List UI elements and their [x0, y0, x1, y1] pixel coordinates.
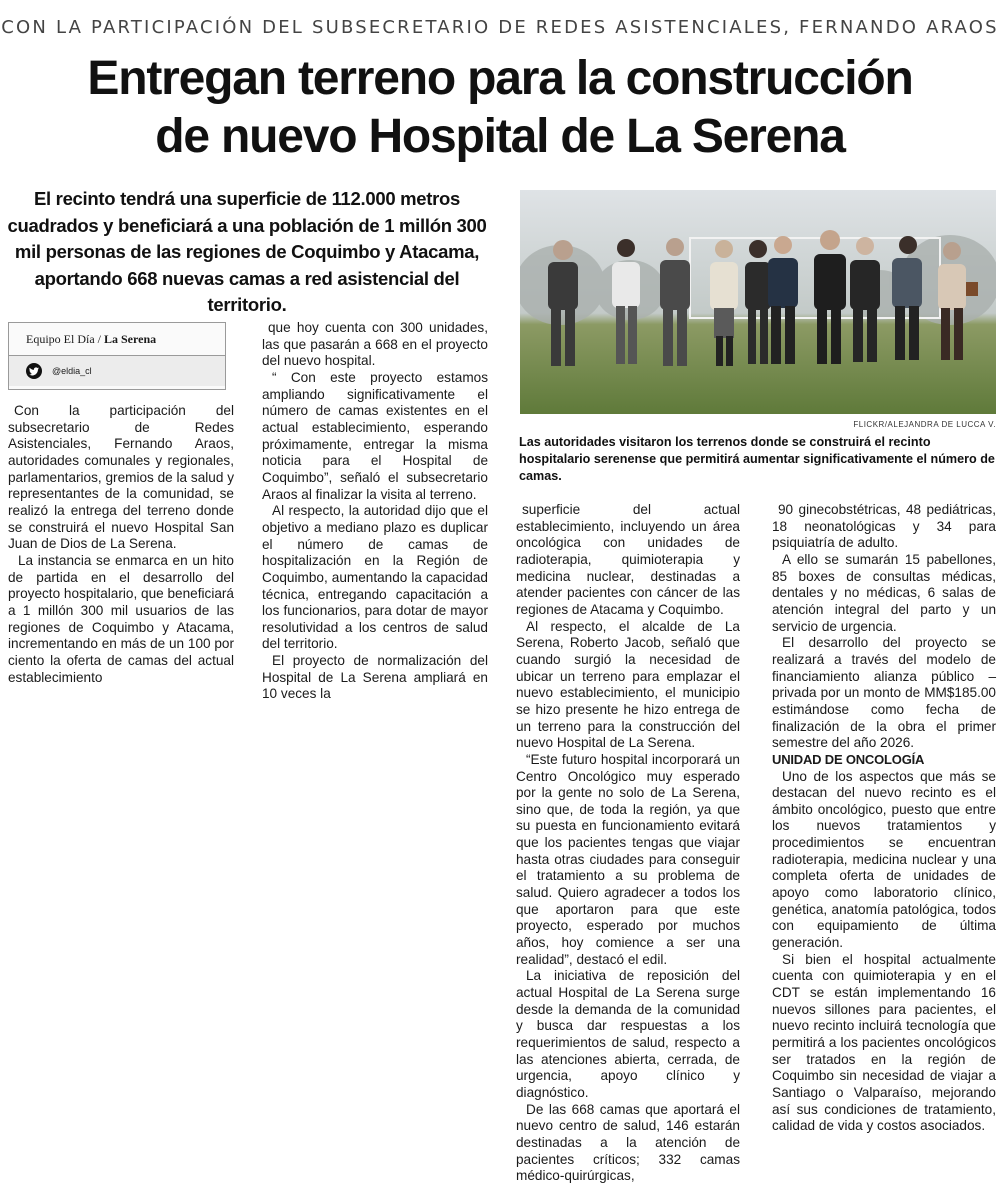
paragraph: Al respecto, el alcalde de La Serena, Roberto Jacob, señaló que cuando surgió la necesidad de ubicar un terreno para emplazar el nuevo establecimiento, el municipio se hizo presente he hizo entrega de un terreno para la construcción del nuevo Hospital de La Serena.: [516, 618, 740, 751]
kicker: CON LA PARTICIPACIÓN DEL SUBSECRETARIO DE REDES ASISTENCIALES, FERNANDO ARAOS: [1, 17, 999, 38]
paragraph: Con la participación del subsecretario de Redes Asistenciales, Fernando Araos, autoridades comunales y regionales, parlamentarios, gremios de la salud y representantes de la comunidad, se realizó la entrega del terreno donde se construirá el nuevo Hospital San Juan de Dios de La Serena.: [8, 403, 234, 552]
paragraph: Uno de los aspectos que más se destacan del nuevo recinto es el ámbito oncológico, puesto que entre los nuevos tratamientos y procedimientos se encuentran radioterapia, medicina nuclear y una completa oferta de unidades de apoyo como laboratorio clínico, genética, anatomía patológica, todos con equipamiento de última generación.: [772, 768, 996, 951]
article-column-3: [516, 502, 740, 1185]
headline-line-1: Entregan terreno para la construcción: [87, 52, 913, 105]
paragraph: La iniciativa de reposición del actual Hospital de La Serena surge desde la demanda de la comunidad y busca dar respuestas a los requerimientos de salud, respecto a las atenciones abierta, cerrada, de urgencia, apoyo clínico y diagnóstico.: [516, 968, 740, 1100]
lead-paragraph: El recinto tendrá una superficie de 112.000 metros cuadrados y beneficiará a una población de 1 millón 300 mil personas de las regiones de Coquimbo y Atacama, aportando 668 nuevas camas a red asistencial del territorio.: [7, 188, 487, 315]
byline-twitter-row[interactable]: [9, 356, 225, 386]
byline-author-row: [9, 323, 225, 356]
paragraph: superficie del actual establecimiento, incluyendo un área oncológica con unidades de radioterapia, quimioterapia y medicina nuclear, destinadas a atender pacientes con cáncer de las regiones de Atacama y Coquimbo.: [516, 502, 740, 617]
article-column-2: [262, 320, 488, 703]
paragraph: “Este futuro hospital incorporará un Centro Oncológico muy esperado por la gente no solo de La Serena, sino que, de toda la región, ya que su puesta en funcionamiento evitará que los pacientes tengas que viajar hasta otras ciudades para conseguir el tratamiento a su problema de salud. Quiero agradecer a todos los que aportaron para que este proyecto, esperado por muchos años, hoy comience a ser una realidad”, destacó el edil.: [516, 751, 740, 967]
photo-illustration: [520, 190, 996, 414]
photo-credit: FLICKR/ALEJANDRA DE LUCCA V.: [853, 420, 996, 429]
headline-line-2: de nuevo Hospital de La Serena: [155, 110, 845, 163]
byline-author: Equipo El Día /: [26, 332, 104, 346]
paragraph: “ Con este proyecto estamos ampliando significativamente el número de camas existentes en el actual establecimiento, esperando próximamente, entregar la misma noticia para el Hospital de Coquimbo”, señaló el subsecretario Araos al finalizar la visita al terreno.: [262, 369, 488, 502]
paragraph: 90 ginecobstétricas, 48 pediátricas, 18 neonatológicas y 34 para psiquiatría de adulto.: [772, 502, 996, 551]
paragraph: El desarrollo del proyecto se realizará a través del modelo de financiamiento alianza público – privada por un monto de MM$185.00 estimándose como fecha de finalización de la obra el primer semestre del año 2026.: [772, 635, 996, 751]
paragraph: Si bien el hospital actualmente cuenta con quimioterapia y en el CDT se están implementando 16 nuevos sillones para pacientes, el nuevo recinto incluirá tecnología que permitirá a los pacientes oncológicos ser tratados en la región de Coquimbo sin necesidad de viajar a Santiago o Valparaíso, mejorando así sus condiciones de tratamiento, calidad de vida y costos asociados.: [772, 951, 996, 1134]
article-photo: [520, 190, 996, 414]
twitter-handle[interactable]: @eldia_cl: [52, 366, 92, 376]
photo-caption: Las autoridades visitaron los terrenos donde se construirá el recinto hospitalario serenense que permitirá aumentar significativamente el número de camas.: [519, 435, 995, 483]
paragraph: La instancia se enmarca en un hito de partida en el desarrollo del proyecto hospitalario, que beneficiará a 1 millón 300 mil usuarios de las regiones de Coquimbo y Atacama, incrementando en más de un 100 por ciento la oferta de camas del actual establecimiento: [8, 552, 234, 685]
headline: [0, 50, 1000, 166]
twitter-icon: [26, 363, 42, 379]
paragraph: Al respecto, la autoridad dijo que el objetivo a mediano plazo es duplicar el número de camas de hospitalización en la Región de Coquimbo, aumentando la capacidad técnica, entregando capacitación a los funcionarios, para dotar de mayor resolutividad a los centros de salud del territorio.: [262, 503, 488, 652]
article-column-4: [772, 502, 996, 1135]
section-subhead: UNIDAD DE ONCOLOGÍA: [772, 751, 925, 767]
byline-box: [8, 322, 226, 390]
paragraph: que hoy cuenta con 300 unidades, las que pasarán a 668 en el proyecto del nuevo hospital.: [262, 320, 488, 369]
paragraph: A ello se sumarán 15 pabellones, 85 boxes de consultas médicas, dentales y no médicas, 6 salas de atención integral del parto y un servicio de urgencia.: [772, 551, 996, 634]
article-column-1: [8, 403, 234, 686]
paragraph: De las 668 camas que aportará el nuevo centro de salud, 146 estarán destinadas a la atención de pacientes críticos; 332 camas médico-quirúrgicas,: [516, 1101, 740, 1184]
paragraph: El proyecto de normalización del Hospital de La Serena ampliará en 10 veces la: [262, 653, 488, 702]
byline-city: La Serena: [104, 332, 157, 346]
